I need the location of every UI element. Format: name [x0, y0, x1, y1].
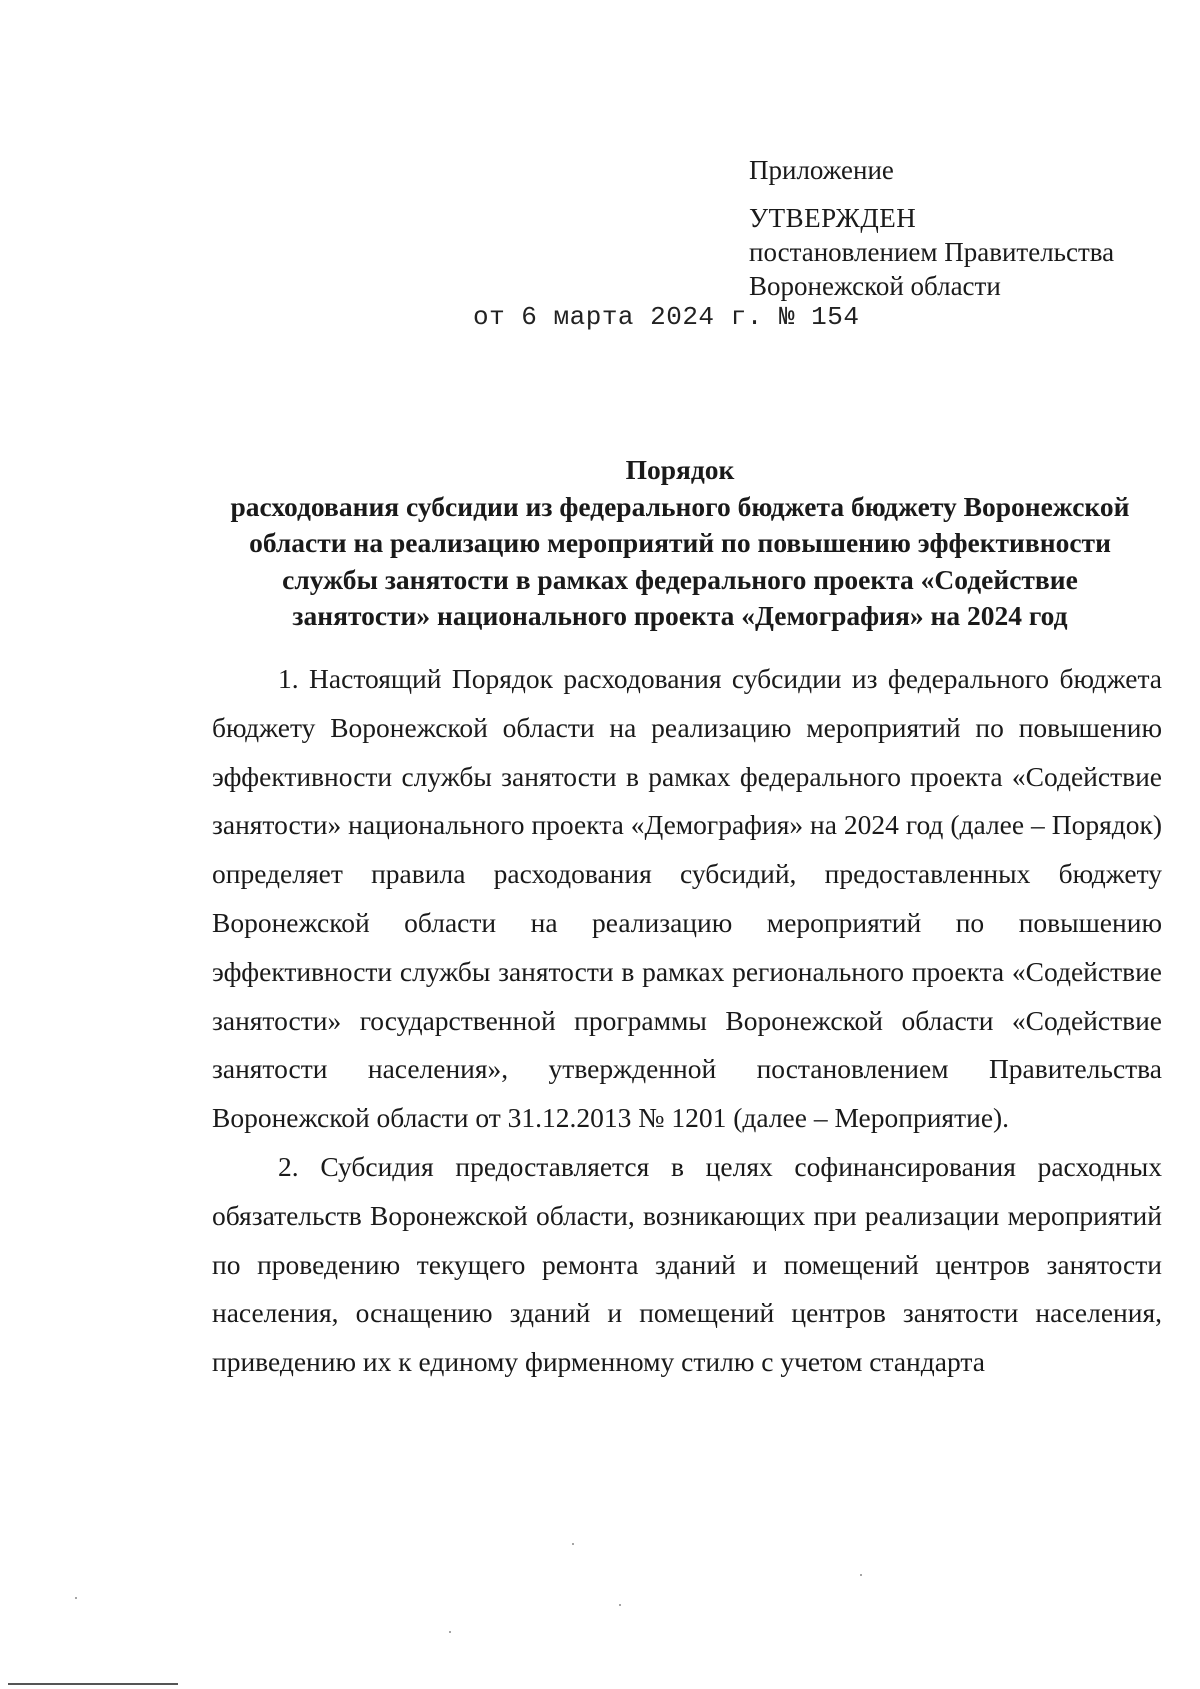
- scan-speck: [860, 1574, 862, 1576]
- paragraph-2: 2. Субсидия предоставляется в целях софинансирования расходных обязательств Воронежской области, возникающих при реализации мероприятий по проведению текущего ремонта зданий и помещений центров занятости населения, оснащению зданий и помещений центров занятости населения, приведению их к единому фирменному стилю с учетом стандарта: [212, 1150, 1162, 1378]
- document-body: [212, 655, 1162, 1387]
- scan-speck: [449, 1631, 451, 1633]
- title-line: расходования субсидии из федерального бюджета бюджету Воронежской: [230, 490, 1130, 522]
- approved-by-line-1: постановлением Правительства: [749, 237, 1115, 267]
- decree-date-number: от 6 марта 2024 г. № 154: [473, 302, 860, 332]
- appendix-label: Приложение: [749, 155, 894, 185]
- scan-speck: [619, 1604, 621, 1606]
- title-line: области на реализацию мероприятий по повышению эффективности: [249, 527, 1111, 558]
- title-line: занятости» национального проекта «Демография» на 2024 год: [292, 600, 1068, 631]
- approval-stamp: [749, 153, 1169, 303]
- scan-speck: [572, 1543, 574, 1545]
- approved-by-line-2: Воронежской области: [749, 271, 1001, 301]
- paragraph-1: 1. Настоящий Порядок расходования субсидии из федерального бюджета бюджету Воронежской области на реализацию мероприятий по повышению эффективности службы занятости в рамках федерального проекта «Содействие занятости» национального проекта «Демография» на 2024 год (далее – Порядок) определяет правила расходования субсидий, предоставленных бюджету Воронежской области на реализацию мероприятий по повышению эффективности службы занятости в рамках регионального проекта «Содействие занятости» государственной программы Воронежской области «Содействие занятости населения», утвержденной постановлением Правительства Воронежской области от 31.12.2013 № 1201 (далее – Мероприятие).: [212, 663, 1162, 1134]
- title-main: Порядок: [625, 454, 735, 485]
- scan-speck: [75, 1597, 77, 1599]
- approved-label: УТВЕРЖДЕН: [749, 203, 917, 233]
- scan-edge-line: [8, 1683, 178, 1685]
- document-title: [200, 452, 1160, 635]
- title-line: службы занятости в рамках федерального проекта «Содействие: [282, 563, 1078, 595]
